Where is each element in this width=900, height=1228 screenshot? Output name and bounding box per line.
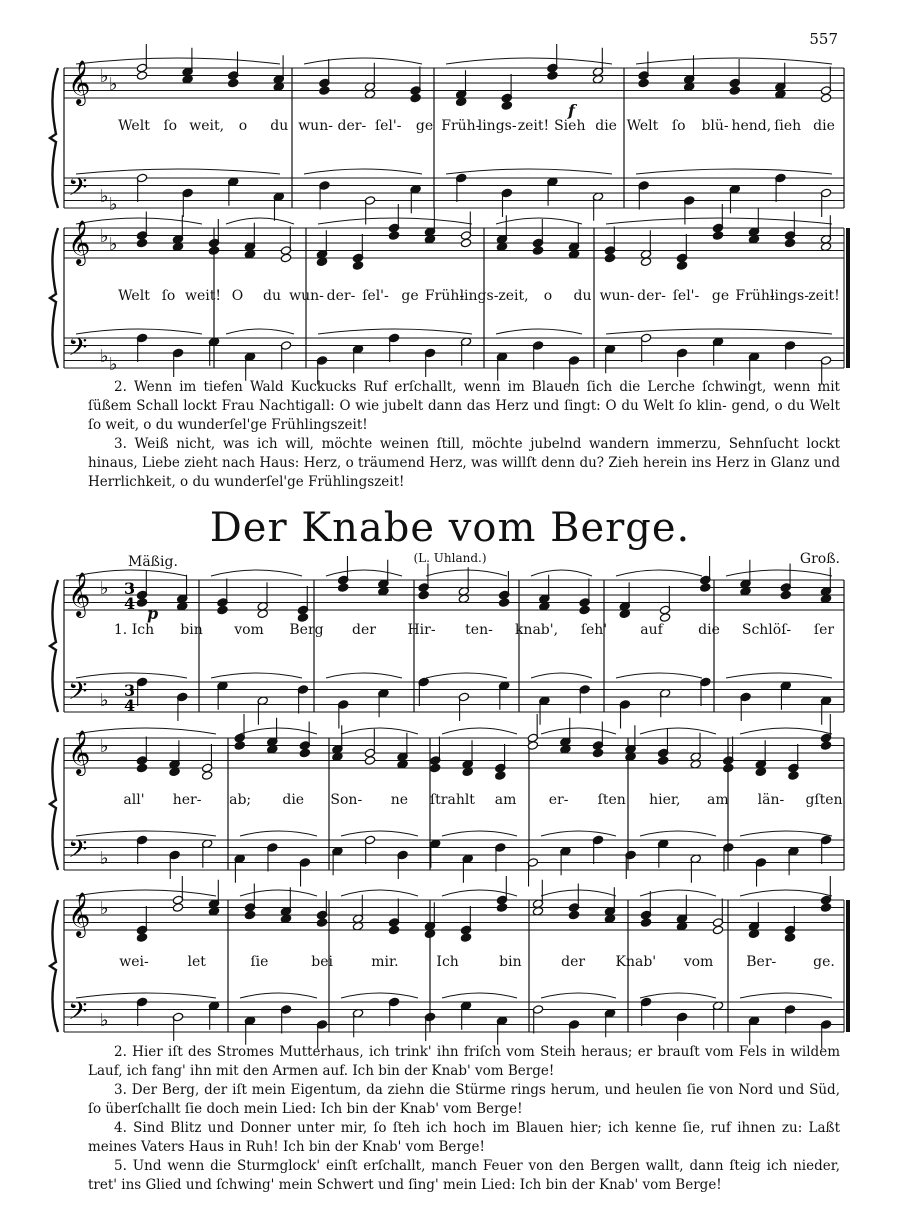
svg-text:♭: ♭ [100, 346, 109, 367]
svg-text:4: 4 [124, 594, 136, 613]
lyric-syllable: ſo [163, 118, 178, 134]
lyric-syllable: der [561, 954, 586, 970]
lyric-syllable: let [187, 954, 206, 970]
lyric-syllable: zeit! [808, 288, 840, 304]
lyric-syllable: knab', [514, 622, 559, 638]
lyric-syllable: ne [390, 792, 409, 808]
song-title: Der Knabe vom Berge. [209, 505, 691, 551]
svg-text:𝄞: 𝄞 [68, 60, 91, 104]
lyric-syllable: ſieh [774, 118, 802, 134]
lyric-syllable: die [813, 118, 835, 134]
lyric-syllable: der- [337, 118, 367, 134]
lyric-syllable: wun- [289, 288, 324, 304]
verse: 4. Sind Blitz und Donner unter mir, ſo ſteh ich hoch im Blauen hier; ich kenne ſie, ruf ihnen zu: Laßt meines Vaters Haus in Ruh! Ich bin der Knab' vom Berge! [88, 1120, 840, 1155]
tempo-marking: Mäßig. [128, 554, 178, 570]
lyric-syllable: Welt [118, 118, 150, 134]
lyric-syllable: wun- [298, 118, 333, 134]
lyric-syllable: ge [711, 288, 730, 304]
verse: 3. Der Berg, der iſt mein Eigentum, da ziehn die Stürme rings herum, und heulen ſie von Nord und Süd, ſo überſchallt ſie doch mein Lied: Ich bin der Knab' vom Berge! [88, 1082, 840, 1117]
lyric-syllable: Hir- [407, 622, 436, 638]
svg-text:♭: ♭ [109, 74, 118, 95]
verse-block [88, 1043, 840, 1195]
lyric-syllable: Knab' [615, 954, 657, 970]
staff-notation [64, 890, 844, 1050]
svg-text:𝄞: 𝄞 [68, 572, 91, 616]
svg-text:♭: ♭ [100, 736, 109, 757]
lyric-syllable: ſel'- [374, 118, 402, 134]
lyric-syllable: ſel'- [672, 288, 700, 304]
svg-text:3: 3 [124, 579, 136, 598]
lyric-syllable: er- [548, 792, 569, 808]
lyric-syllable: am [707, 792, 729, 808]
lyric-syllable: am [494, 792, 517, 808]
lyric-syllable: Son- [330, 792, 363, 808]
lyric-syllable: Schlöſ- [741, 622, 792, 638]
verse: 2. Hier iſt des Stromes Mutterhaus, ich trink' ihn friſch vom Stein heraus; er brauſt vom Fels in wildem Lauf, ich fang' ihn mit den Armen auf. Ich bin der Knab' vom Berge! [88, 1044, 840, 1079]
lyric-syllable: ſer [813, 622, 835, 638]
svg-text:𝄞: 𝄞 [68, 892, 91, 936]
lyric-syllable: Ich [436, 954, 459, 970]
lyric-syllable: ſtrahlt [429, 792, 475, 808]
lyric-syllable: vom [234, 622, 264, 638]
svg-text:♭: ♭ [109, 234, 118, 255]
svg-text:♭: ♭ [109, 354, 118, 375]
music-system [64, 50, 844, 215]
lyric-syllable: län- [757, 792, 785, 808]
lyric-syllable: bei [311, 954, 334, 970]
lyric-syllable: lings- [459, 288, 499, 304]
svg-text:𝄢: 𝄢 [68, 173, 88, 208]
lyric-syllable: Ber- [746, 954, 777, 970]
lyric-syllable: Früh- [424, 288, 465, 304]
lyric-syllable: ſo [671, 118, 686, 134]
lyric-syllable: Welt [626, 118, 659, 134]
lyric-syllable: hier, [649, 792, 681, 808]
lyric-syllable: zeit! [517, 118, 550, 134]
page-number: 557 [809, 30, 838, 48]
lyric-syllable: der- [637, 288, 666, 304]
staff-notation [64, 570, 844, 730]
lyric-syllable: weit, [189, 118, 225, 134]
svg-text:♭: ♭ [100, 848, 109, 869]
lyric-syllable: bin [180, 622, 203, 638]
lyric-syllable: ge. [813, 954, 835, 970]
svg-text:𝄢: 𝄢 [68, 677, 88, 712]
svg-text:𝄢: 𝄢 [68, 333, 88, 368]
svg-text:♭: ♭ [100, 186, 109, 207]
lyric-syllable: ſo [161, 288, 176, 304]
svg-text:♭: ♭ [109, 194, 118, 215]
verse: 5. Und wenn die Sturmglock' einſt erſchallt, manch Feuer von den Bergen wallt, dann ſteig ich nieder, tret' ins Glied und ſchwing' mein Schwert und ſing' mein Lied: Ich bin der Knab' vom Berge! [88, 1158, 840, 1193]
verse-block [88, 378, 840, 492]
lyric-syllable: ſel'- [362, 288, 389, 304]
music-system [64, 210, 844, 375]
staff-notation [64, 728, 844, 888]
svg-text:♭: ♭ [100, 226, 109, 247]
lyric-syllable: zeit, [498, 288, 529, 304]
lyric-syllable: Früh- [735, 288, 775, 304]
dynamic-mark: f [568, 101, 575, 120]
poet-credit: (L. Uhland.) [413, 551, 487, 565]
dynamic-mark: p [147, 604, 159, 623]
lyric-syllable: gſten [805, 792, 843, 808]
svg-text:4: 4 [124, 696, 136, 715]
svg-text:♭: ♭ [100, 690, 109, 711]
lyric-syllable: hend, [731, 118, 772, 134]
lyric-syllable: mir. [371, 954, 399, 970]
lyric-syllable: blü- [701, 118, 729, 134]
lyric-syllable: ten- [465, 622, 493, 638]
lyric-syllable: her- [172, 792, 202, 808]
svg-text:♭: ♭ [100, 66, 109, 87]
lyric-syllable: wun- [599, 288, 635, 304]
lyric-syllable: all' [123, 792, 145, 808]
svg-text:𝄢: 𝄢 [68, 835, 88, 870]
svg-text:♭: ♭ [100, 578, 109, 599]
lyric-syllable: wei- [119, 954, 149, 970]
lyric-syllable: Früh- [441, 118, 481, 134]
svg-text:♭: ♭ [100, 898, 109, 919]
lyric-syllable: lings- [477, 118, 517, 134]
lyric-syllable: 1. Ich [113, 622, 155, 638]
lyric-syllable: Welt [118, 288, 150, 304]
lyric-syllable: du [573, 288, 592, 304]
lyric-syllable: lings- [770, 288, 809, 304]
lyric-syllable: o [238, 118, 248, 134]
verse: 3. Weiß nicht, was ich will, möchte weinen ſtill, möchte jubelnd wandern immerzu, Sehnſucht lockt hinaus, Liebe zieht nach Haus: Herz, o träumend Herz, was willſt denn du? Zieh herein ins Herz in Glanz und Herrlichkeit, o du wunderſel'ge Frühlingszeit! [88, 436, 840, 490]
lyric-syllable: bin [499, 954, 522, 970]
music-system [64, 570, 844, 715]
lyric-syllable: weit! [185, 288, 221, 304]
lyric-syllable: du [270, 118, 289, 134]
lyric-syllable: ab; [229, 792, 252, 808]
lyric-syllable: auf [640, 622, 663, 638]
lyric-syllable: ſie [250, 954, 269, 970]
lyric-syllable: ge [415, 118, 434, 134]
svg-text:𝄢: 𝄢 [68, 997, 88, 1032]
lyric-syllable: du [263, 288, 281, 304]
svg-text:3: 3 [124, 681, 136, 700]
composer-credit: Groß. [799, 551, 840, 567]
svg-text:𝄞: 𝄞 [68, 730, 91, 774]
lyric-syllable: o [543, 288, 553, 304]
lyric-syllable: ſeh' [580, 622, 608, 638]
lyric-syllable: O [231, 288, 244, 304]
lyric-syllable: Berg [289, 622, 324, 638]
lyric-syllable: der- [326, 288, 356, 304]
lyric-syllable: ſten [597, 792, 626, 808]
lyric-syllable: der [352, 622, 376, 638]
svg-text:♭: ♭ [100, 1010, 109, 1031]
music-system [64, 728, 844, 878]
lyric-syllable: die [595, 118, 617, 134]
lyric-syllable: die [698, 622, 720, 638]
lyric-syllable: vom [683, 954, 714, 970]
svg-text:𝄞: 𝄞 [68, 220, 91, 264]
lyric-syllable: die [282, 792, 305, 808]
lyric-syllable: ge [401, 288, 419, 304]
music-system [64, 890, 844, 1040]
lyric-syllable: Sieh [554, 118, 586, 134]
verse: 2. Wenn im tiefen Wald Kuckucks Ruf erſchallt, wenn im Blauen ſich die Lerche ſchwingt, wenn mit ſüßem Schall lockt Frau Nachtigall: O wie jubelt dann das Herz und ſingt: O du Welt ſo klin- gend, o du Welt ſo weit, o du wunderſel'ge Frühlingszeit! [88, 379, 840, 433]
